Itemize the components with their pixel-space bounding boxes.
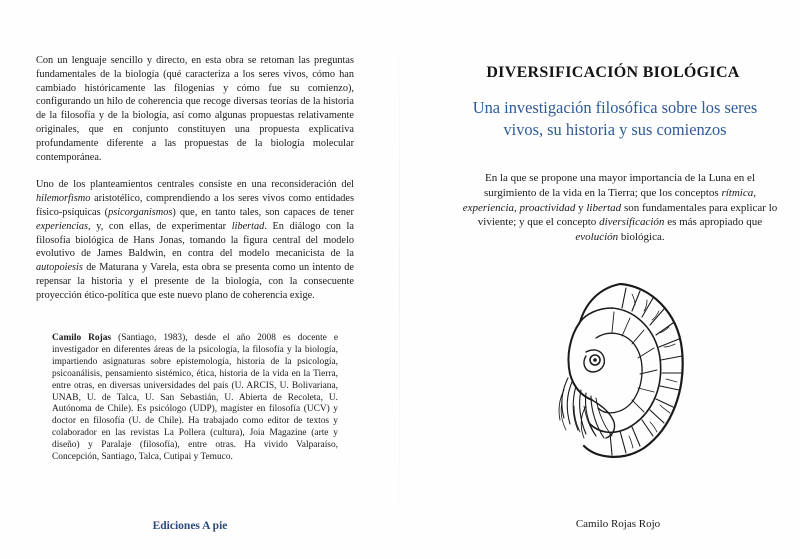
spine-fold [399,0,400,559]
back-cover-text [36,54,354,316]
cover-blurb: En la que se propone una mayor importancia de la Luna en el surgimiento de la vida en la Tierra; que los conceptos rítmica, experiencia, proactividad y libertad son fundamentales para explicar lo viviente; y que el concepto diversificación es más apropiado que evolución biológica. [462,172,778,244]
author-bio-text: (Santiago, 1983), desde el año 2008 es docente e investigador en diferentes áreas de la psicología, la filosofía y la biología, impartiendo asignaturas sobre epistemología, historia de la psicología, psicoanálisis, pensamiento sistémico, ética, historia de la vida en la Tierra, entre otras, en diversas universidades del país (U. ARCIS, U. Bolivariana, UNAB, U. de Talca, U. San Sebastián, U. Abierta de Recoleta, U. Autónoma de Chile). Es psicólogo (UDP), magíster en filosofía (UCV) y doctor en filosofía (U. de Chile). Ha trabajado como editor de textos y colaborador en las revistas La Pollera (cultura), Joia Magazine (arte y diseño) y Paralaje (filosofía), entre otras. Ha vivido Valparaíso, Concepción, Santiago, Talca, Cutipai y Temuco. [52,333,338,463]
author-bio-name: Camilo Rojas [52,333,112,343]
nautilus-icon [556,278,688,463]
publisher-name: Ediciones A pie [152,520,228,532]
back-paragraph-1: Con un lenguaje sencillo y directo, en esta obra se retoman las preguntas fundamentales de la biología (qué caracteriza a los seres vivos, cómo han cambiado históricamente las filogenias y cómo fue su comienzo), configurando un hilo de coherencia que recoge diversas teorías de la historia de la filosofía y de la biología, así como algunas propuestas relativamente originales, que en conjunto constituyen una propuesta explicativa profundamente diferente a las propuestas de la biología molecular contemporánea. [36,55,354,163]
author-bio [52,333,338,464]
back-paragraph-2: Uno de los planteamientos centrales consiste en una reconsideración del hilemorfismo aristotélico, comprendiendo a los seres vivos como entidades físico-psíquicas (psicorganismos) que, en tanto tales, son capaces de tener experiencias, y, con ellas, de experimentar libertad. En diálogo con la filosofía biológica de Hans Jonas, tomando la figura central del modelo evolutivo de James Baldwin, en contra del modelo mecanicista de la autopoiesis de Maturana y Varela, esta obra se presenta como un intento de repensar la historia y el presente de la biología, con la consecuente proyección ético-política que este nuevo plano de coherencia exige. [36,179,354,301]
book-title: DIVERSIFICACIÓN BIOLÓGICA [486,64,740,81]
author-name: Camilo Rojas Rojo [575,518,661,530]
book-subtitle: Una investigación filosófica sobre los seres vivos, su historia y sus comienzos [472,98,758,139]
